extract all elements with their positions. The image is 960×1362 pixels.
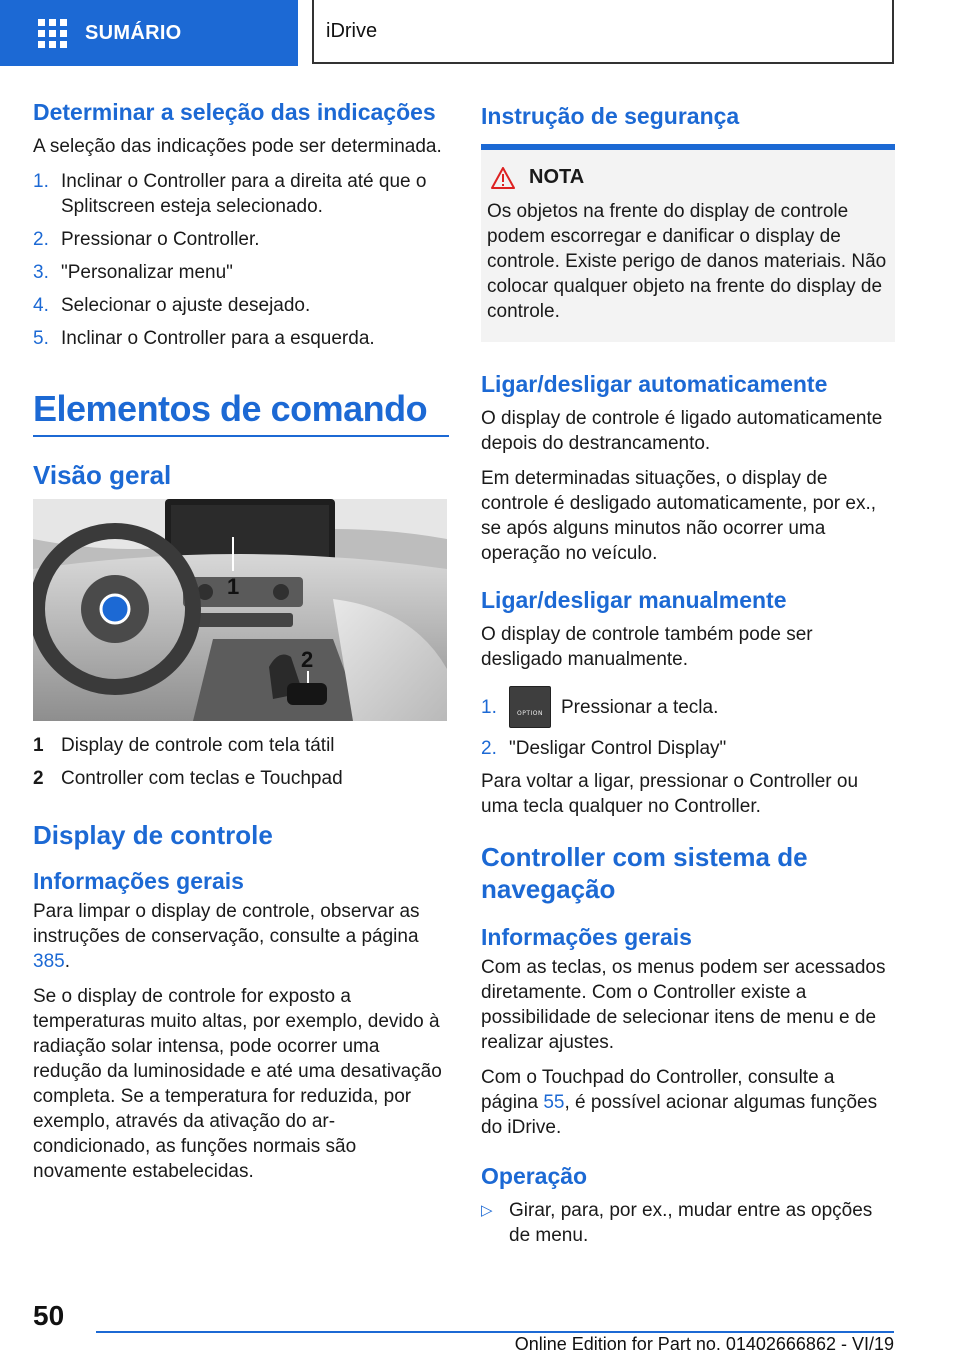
step-text: Inclinar o Controller para a esquerda. [61,328,375,349]
note-box [481,144,895,342]
photo-callout-1: 1 [227,574,240,599]
nav-paragraph-2 [481,1065,895,1140]
step-item [33,227,449,252]
auto-title: Ligar/desligar automaticamente [481,371,828,397]
nav-paragraph-1: Com as teclas, os menus podem ser acessados diretamente. Com o Controller existe a possibilidade de selecionar itens de menu e de realizar ajustes. [481,957,886,1053]
step-text: Inclinar o Controller para a direita até que o Splitscreen esteja selecionado. [61,171,427,217]
note-label: NOTA [529,166,585,188]
overview-title: Visão geral [33,460,172,490]
footer-edition: Online Edition for Part no. 01402666862 - VI/19 [514,1334,894,1354]
step-text: Selecionar o ajuste desejado. [61,295,311,316]
step-number: 5. [33,328,49,349]
step-text: Pressionar o Controller. [61,229,260,250]
note-header [487,166,889,189]
manual-paragraph-1: O display de controle também pode ser desligado manualmente. [481,624,813,670]
legend-item [33,733,449,758]
step-item [33,293,449,318]
auto-paragraph-1: O display de controle é ligado automaticamente depois do destrancamento. [481,408,883,454]
step-number: 2. [33,229,49,250]
step-number: 1. [33,171,49,192]
safety-title: Instrução de segurança [481,103,740,129]
legend-text: Display de controle com tela tátil [61,735,335,756]
legend-number: 2 [33,768,44,789]
left-column [33,98,449,1194]
legend-number: 1 [33,735,44,756]
legend-text: Controller com teclas e Touchpad [61,768,343,789]
step-item [33,326,449,351]
step-number: 4. [33,295,49,316]
auto-paragraph-2: Em determinadas situações, o display de controle é desligado automaticamente, por ex., se após alguns minutos não ocorrer uma operação no veículo. [481,468,877,564]
footer-divider [96,1331,894,1333]
grid-icon [38,19,67,48]
step-number: 2. [481,738,497,759]
manual-steps [481,686,895,761]
step-item [33,169,449,219]
section-title-select: Determinar a seleção das indicações [33,99,436,125]
step-number: 1. [481,696,497,718]
page-link-55[interactable]: 55 [543,1092,565,1113]
top-bar [0,0,960,66]
manual-paragraph-2: Para voltar a ligar, pressionar o Controller ou uma tecla qualquer no Controller. [481,771,859,817]
summary-label: SUMÁRIO [85,21,182,44]
display-title: Display de controle [33,820,273,850]
note-text: Os objetos na frente do display de controle podem escorregar e danificar o display de controle. Existe perigo de danos materiais. Não colocar qualquer objeto na frente do display de controle. [487,201,887,322]
step-item [481,686,895,728]
temperature-paragraph: Se o display de controle for exposto a temperaturas muito altas, por exemplo, devido à radiação solar intensa, pode ocorrer uma redução da luminosidade e até uma desativação completa. Se a temperatura for reduzida, por exemplo, através da ativação do ar-condicionado, as funções normais são novamente estabelecidas. [33,986,442,1182]
step-item [481,736,895,761]
select-steps [33,169,449,351]
breadcrumb[interactable] [312,0,894,64]
right-column [481,98,895,1248]
option-key-icon [509,686,551,728]
option-key-label: OPTION [517,710,543,717]
step-text: "Desligar Control Display" [509,738,727,759]
step-item [33,260,449,285]
manual-title: Ligar/desligar manualmente [481,587,787,613]
step-number: 3. [33,262,49,283]
summary-button[interactable] [0,0,298,66]
cleaning-text: Para limpar o display de controle, observar as instruções de conservação, consulte a página [33,901,420,947]
step-text: Pressionar a tecla. [561,696,719,718]
operation-title: Operação [481,1163,588,1189]
step-text: "Personalizar menu" [61,262,233,283]
nav-text: Com o Touchpad do Controller, consulte a página [481,1067,835,1113]
photo-callout-2: 2 [301,647,314,672]
operation-bullet [481,1198,895,1248]
section-intro: A seleção das indicações pode ser determinada. [33,136,442,157]
cleaning-suffix: . [64,951,70,972]
nav-general-title: Informações gerais [481,924,692,950]
chapter-title: Elementos de comando [33,388,428,429]
chapter-heading [33,387,449,437]
cockpit-photo [33,499,447,721]
photo-legend [33,733,449,791]
breadcrumb-label: iDrive [326,19,378,42]
general-info-title: Informações gerais [33,868,244,894]
triangle-bullet-icon: ▷ [481,1202,493,1219]
nav-title: Controller com sistema de navegação [481,842,808,904]
operation-text: Girar, para, por ex., mudar entre as opções de menu. [509,1200,873,1246]
page-number: 50 [33,1300,65,1331]
warning-icon [491,167,515,189]
cleaning-paragraph [33,899,449,974]
page-link-385[interactable]: 385 [33,951,65,972]
legend-item [33,766,449,791]
nav-suffix: , é possível acionar algumas funções do iDrive. [481,1092,878,1138]
